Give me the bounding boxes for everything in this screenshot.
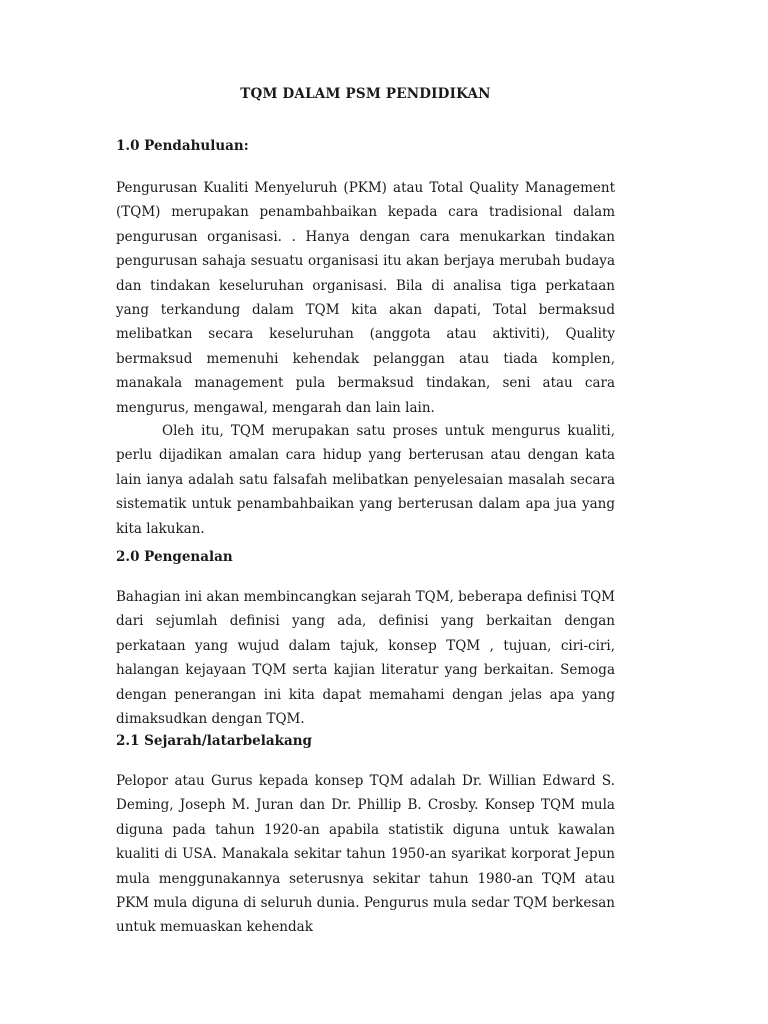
section-heading-pengenalan: 2.0 Pengenalan [116, 549, 233, 565]
section-heading-pendahuluan: 1.0 Pendahuluan: [116, 138, 249, 154]
paragraph-pengenalan-1: Bahagian ini akan membincangkan sejarah TQM, beberapa definisi TQM dari sejumlah definisi yang ada, definisi yang berkaitan dengan perkataan yang wujud dalam tajuk, konsep TQM , tujuan, ciri-ciri, halangan kejayaan TQM serta kajian literatur yang berkaitan. Semoga dengan penerangan ini kita dapat memahami dengan jelas apa yang dimaksudkan dengan TQM. [116, 589, 615, 728]
section-heading-sejarah: 2.1 Sejarah/latarbelakang [116, 733, 312, 749]
document-title: TQM DALAM PSM PENDIDIKAN [240, 86, 491, 102]
paragraph-sejarah-1: Pelopor atau Gurus kepada konsep TQM adalah Dr. Willian Edward S. Deming, Joseph M. Juran dan Dr. Phillip B. Crosby. Konsep TQM mula diguna pada tahun 1920-an apabila statistik diguna untuk kawalan kualiti di USA. Manakala sekitar tahun 1950-an syarikat korporat Jepun mula menggunakannya seterusnya sekitar tahun 1980-an TQM atau PKM mula diguna di seluruh dunia. Pengurus mula sedar TQM berkesan untuk memuaskan kehendak [116, 773, 615, 936]
paragraph-pendahuluan-2: Oleh itu, TQM merupakan satu proses untuk mengurus kualiti, perlu dijadikan amalan cara hidup yang berterusan atau dengan kata lain ianya adalah satu falsafah melibatkan penyelesaian masalah secara sistematik untuk penambahbaikan yang berterusan dalam apa jua yang kita lakukan. [116, 423, 615, 537]
paragraph-pendahuluan-1: Pengurusan Kualiti Menyeluruh (PKM) atau Total Quality Management (TQM) merupakan penambahbaikan kepada cara tradisional dalam pengurusan organisasi. . Hanya dengan cara menukarkan tindakan pengurusan sahaja sesuatu organisasi itu akan berjaya merubah budaya dan tindakan keseluruhan organisasi. Bila di analisa tiga perkataan yang terkandung dalam TQM kita akan dapati, Total bermaksud melibatkan secara keseluruhan (anggota atau aktiviti), Quality bermaksud memenuhi kehendak pelanggan atau tiada komplen, manakala management pula bermaksud tindakan, seni atau cara mengurus, mengawal, mengarah dan lain lain. [116, 180, 615, 416]
